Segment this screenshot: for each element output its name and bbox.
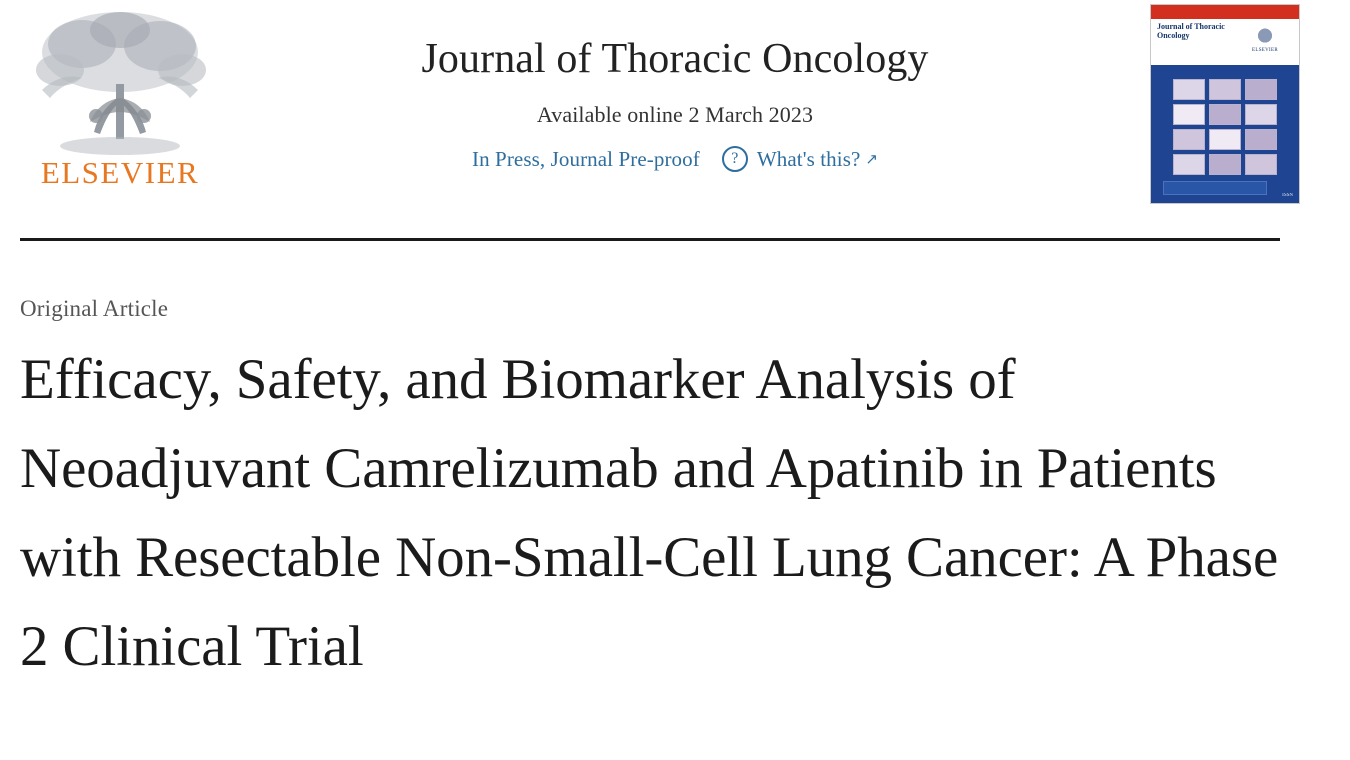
external-link-arrow-icon: ↗ xyxy=(865,151,878,168)
cover-micrograph-grid xyxy=(1173,79,1277,175)
cover-grid-cell xyxy=(1173,104,1205,125)
cover-elsevier-logo xyxy=(1236,28,1294,54)
cover-elsevier-wordmark: ELSEVIER xyxy=(1251,48,1278,53)
cover-grid-cell xyxy=(1209,129,1241,150)
cover-artwork xyxy=(1151,65,1299,203)
elsevier-tree-icon xyxy=(20,4,220,159)
cover-grid-cell xyxy=(1245,154,1277,175)
cover-bottom-strip xyxy=(1163,181,1267,195)
cover-grid-cell xyxy=(1245,104,1277,125)
cover-grid-cell xyxy=(1209,154,1241,175)
cover-grid-cell xyxy=(1173,154,1205,175)
journal-title: Journal of Thoracic Oncology xyxy=(421,36,929,82)
cover-grid-cell xyxy=(1245,79,1277,100)
press-status-label: In Press, Journal Pre-proof xyxy=(472,146,700,171)
cover-grid-cell xyxy=(1209,79,1241,100)
elsevier-wordmark: ELSEVIER xyxy=(40,155,200,190)
cover-grid-cell xyxy=(1173,79,1205,100)
press-status-row xyxy=(220,146,1130,172)
article-header xyxy=(20,296,1290,730)
whats-this-label: What's this? xyxy=(756,146,861,171)
availability-date: Available online 2 March 2023 xyxy=(536,102,814,128)
cover-top-band xyxy=(1151,5,1299,19)
elsevier-logo xyxy=(20,0,220,205)
cover-grid-cell xyxy=(1209,104,1241,125)
header-divider-rule xyxy=(20,238,1280,241)
article-title: Efficacy, Safety, and Biomarker Analysis of Neoadjuvant Camrelizumab and Apatinib in Patients with Resectable Non-Small-Cell Lung Cancer: A Phase 2 Clinical Trial xyxy=(20,348,1279,678)
whats-this-link[interactable] xyxy=(722,146,878,172)
cover-grid-cell xyxy=(1173,129,1205,150)
article-type-label: Original Article xyxy=(20,296,169,321)
cover-journal-title: Journal of Thoracic Oncology xyxy=(1157,22,1225,40)
cover-tree-icon xyxy=(1254,28,1276,48)
journal-cover-image[interactable] xyxy=(1150,4,1300,204)
cover-header xyxy=(1151,19,1299,65)
journal-masthead xyxy=(20,0,1300,218)
cover-issn-note: ISSN xyxy=(1282,193,1293,198)
journal-info xyxy=(220,0,1150,172)
question-mark-circle-icon: ? xyxy=(722,146,748,172)
cover-grid-cell xyxy=(1245,129,1277,150)
